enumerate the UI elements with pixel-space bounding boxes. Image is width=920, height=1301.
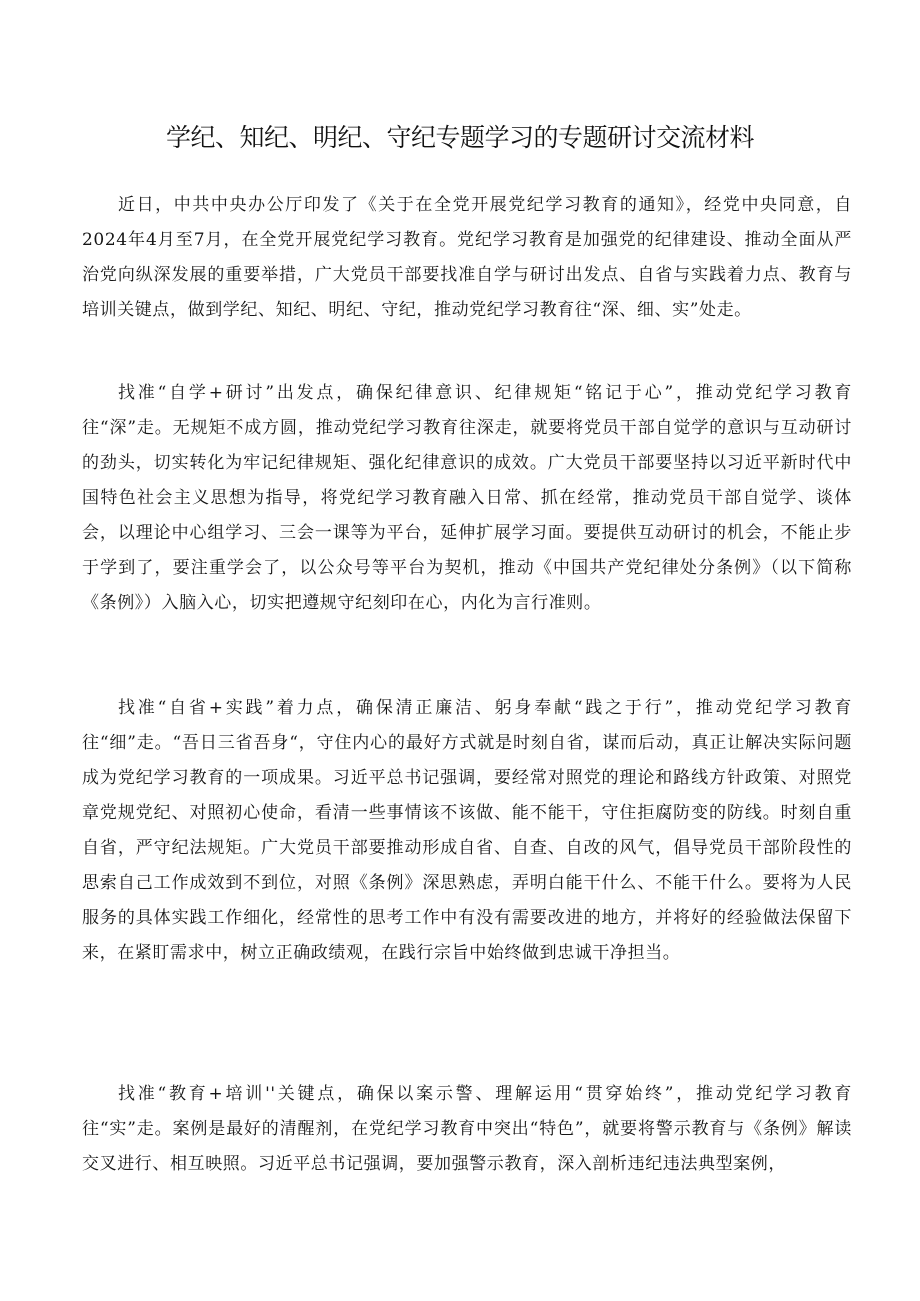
paragraph-intro: 近日，中共中央办公厅印发了《关于在全党开展党纪学习教育的通知》，经党中央同意，自2024年4月至7月，在全党开展党纪学习教育。党纪学习教育是加强党的纪律建设、推动全面从严治党向纵深发展的重要举措，广大党员干部要找准自学与研讨出发点、自省与实践着力点、教育与培训关键点，做到学纪、知纪、明纪、守纪，推动党纪学习教育往“深、细、实”处走。 xyxy=(82,195,852,320)
document-title: 学纪、知纪、明纪、守纪专题学习的专题研讨交流材料 xyxy=(165,123,754,152)
paragraph-education-training: 找准“教育+培训''关键点，确保以案示警、理解运用“贯穿始终”，推动党纪学习教育往“实”走。案例是最好的清醒剂，在党纪学习教育中突出“特色”，就要将警示教育与《条例》解读交叉进行、相互映照。习近平总书记强调，要加强警示教育，深入剖析违纪违法典型案例， xyxy=(82,1084,852,1174)
paragraph-self-reflection: 找准“自省+实践”着力点，确保清正廉洁、躬身奉献“践之于行”，推动党纪学习教育往“细”走。“吾日三省吾身“，守住内心的最好方式就是时刻自省，谋而后动，真正让解决实际问题成为党纪学习教育的一项成果。习近平总书记强调，要经常对照党的理论和路线方针政策、对照党章党规党纪、对照初心使命，看清一些事情该不该做、能不能干，守住拒腐防变的防线。时刻自重自省，严守纪法规矩。广大党员干部要推动形成自省、自查、自改的风气，倡导党员干部阶段性的思索自己工作成效到不到位，对照《条例》深思熟虑，弄明白能干什么、不能干什么。要将为人民服务的具体实践工作细化，经常性的思考工作中有没有需要改进的地方，并将好的经验做法保留下来，在紧盯需求中，树立正确政绩观，在践行宗旨中始终做到忠诚干净担当。 xyxy=(82,698,852,963)
paragraph-self-study: 找准“自学+研讨”出发点，确保纪律意识、纪律规矩“铭记于心”，推动党纪学习教育往“深”走。无规矩不成方圆，推动党纪学习教育往深走，就要将党员干部自觉学的意识与互动研讨的劲头，切实转化为牢记纪律规矩、强化纪律意识的成效。广大党员干部要坚持以习近平新时代中国特色社会主义思想为指导，将党纪学习教育融入日常、抓在经常，推动党员干部自觉学、谈体会，以理论中心组学习、三会一课等为平台，延伸扩展学习面。要提供互动研讨的机会，不能止步于学到了，要注重学会了，以公众号等平台为契机，推动《中国共产党纪律处分条例》（以下简称《条例》）入脑入心，切实把遵规守纪刻印在心，内化为言行准则。 xyxy=(82,383,852,613)
